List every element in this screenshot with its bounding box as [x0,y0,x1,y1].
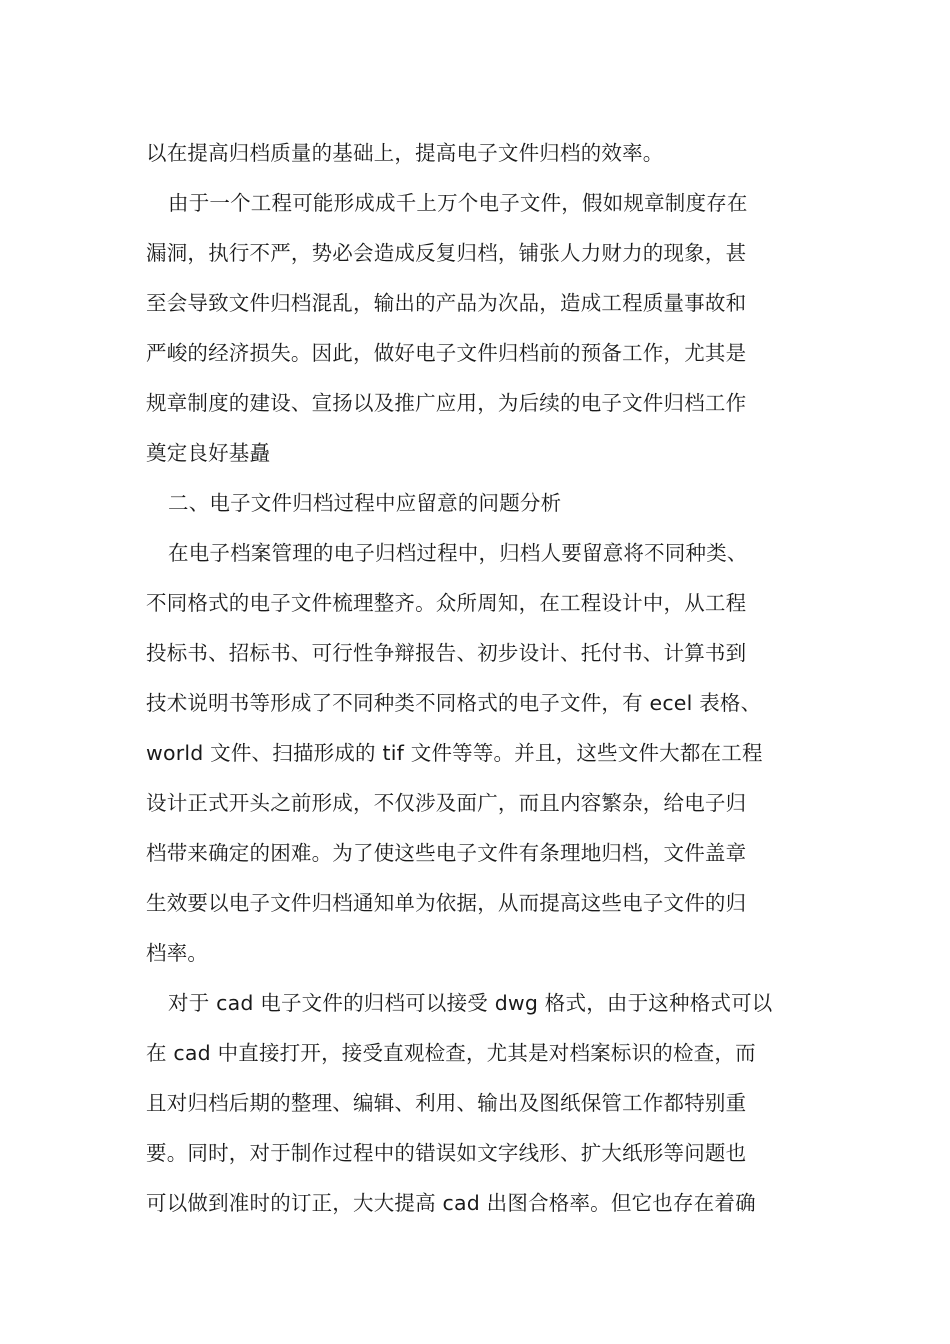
section-heading: 二、电子文件归档过程中应留意的问题分析 [168,491,562,515]
text-line: 奠定良好基矗 [146,441,271,465]
body-text [146,128,866,1228]
text-line: 生效要以电子文件归档通知单为依据，从而提高这些电子文件的归 [146,891,747,915]
text-line: 在电子档案管理的电子归档过程中，归档人要留意将不同种类、 [168,541,748,565]
text-line: 档率。 [146,941,209,965]
text-line: 要。同时，对于制作过程中的错误如文字线形、扩大纸形等问题也 [146,1141,747,1165]
text-line: 可以做到准时的订正，大大提高 cad 出图合格率。但它也存在着确 [146,1191,756,1215]
text-line: 设计正式开头之前形成，不仅涉及面广，而且内容繁杂，给电子归 [146,791,747,815]
text-line: world 文件、扫描形成的 tif 文件等等。并且，这些文件大都在工程 [146,741,763,765]
text-line: 对于 cad 电子文件的归档可以接受 dwg 格式，由于这种格式可以 [168,991,773,1015]
text-line: 规章制度的建设、宣扬以及推广应用，为后续的电子文件归档工作 [146,391,747,415]
text-line: 漏洞，执行不严，势必会造成反复归档，铺张人力财力的现象，甚 [146,241,747,265]
text-line: 技术说明书等形成了不同种类不同格式的电子文件，有 ecel 表格、 [146,691,762,715]
text-line: 至会导致文件归档混乱，输出的产品为次品，造成工程质量事故和 [146,291,747,315]
text-line: 且对归档后期的整理、编辑、利用、输出及图纸保管工作都特别重 [146,1091,747,1115]
text-line: 投标书、招标书、可行性争辩报告、初步设计、托付书、计算书到 [146,641,747,665]
text-line: 由于一个工程可能形成成千上万个电子文件，假如规章制度存在 [168,191,748,215]
text-line: 不同格式的电子文件梳理整齐。众所周知，在工程设计中，从工程 [146,591,747,615]
text-line: 严峻的经济损失。因此，做好电子文件归档前的预备工作，尤其是 [146,341,747,365]
text-line: 以在提高归档质量的基础上，提高电子文件归档的效率。 [146,141,664,165]
text-line: 在 cad 中直接打开，接受直观检查，尤其是对档案标识的检查，而 [146,1041,756,1065]
text-line: 档带来确定的困难。为了使这些电子文件有条理地归档，文件盖章 [146,841,747,865]
